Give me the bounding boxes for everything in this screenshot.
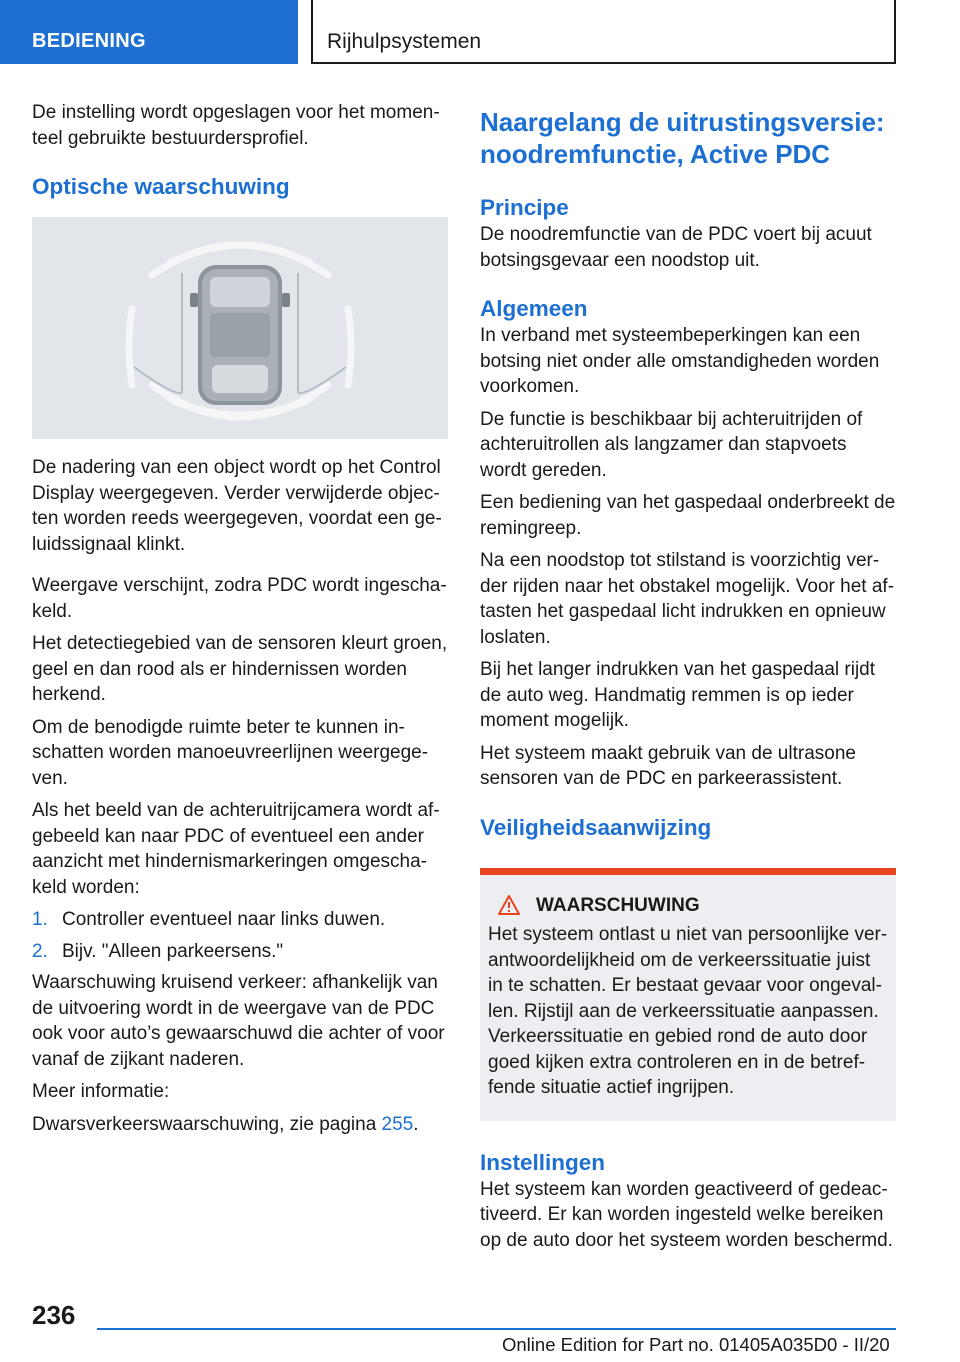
list-item [32, 939, 448, 965]
paragraph-5: Als het beeld van de achteruitrijcamera wordt afgebeeld kan naar PDC of eventueel een ander aanzicht met hindernismarkeringen omgeschakeld worden: [32, 800, 440, 898]
section-tab: BEDIENING [0, 0, 298, 64]
optical-warning-heading: Optische waarschuwing [32, 174, 290, 199]
algemeen-paragraph: In verband met systeembeperkingen kan een botsing niet onder alle omstandigheden worden voorkomen. [480, 325, 880, 397]
cross-ref-suffix: . [413, 1113, 419, 1135]
list-item [32, 907, 448, 933]
paragraph-6: Waarschuwing kruisend verkeer: afhankelijk van de uitvoering wordt in de weergave van de PDC ook voor auto’s gewaarschuwd die achter of voor vanaf de zijkant naderen. [32, 972, 445, 1070]
algemeen-paragraph: Een bediening van het gaspedaal onderbreekt de remingreep. [480, 492, 896, 539]
warning-title-text: WAARSCHUWING [536, 894, 700, 916]
list-number: 1. [32, 909, 48, 930]
edition-footer: Online Edition for Part no. 01405A035D0 - II/20 [502, 1334, 890, 1355]
warning-triangle-icon [498, 895, 520, 915]
warning-title [488, 893, 888, 919]
warning-text: Het systeem ontlast u niet van persoonlijke verantwoordelijkheid om de verkeerssituatie juist in te schatten. Er bestaat gevaar voor ongevallen. Rijstijl aan de verkeerssituatie aanpassen. Verkeerssituatie en gebied rond de auto door goed kijken extra controleren en in de betreffende situatie actief ingrijpen. [488, 924, 888, 1098]
list-text: Bijv. "Alleen parkeersens." [62, 940, 284, 962]
list-number: 2. [32, 940, 48, 962]
algemeen-paragraph: De functie is beschikbaar bij achteruitrijden of achteruitrollen als langzamer dan stapvoets wordt gereden. [480, 408, 863, 481]
warning-box [480, 868, 896, 1121]
intro-text: De instelling wordt opgeslagen voor het momenteel gebruikte bestuurdersprofiel. [32, 102, 440, 149]
list-text: Controller eventueel naar links duwen. [62, 909, 386, 930]
algemeen-paragraph: Het systeem maakt gebruik van de ultrasone sensoren van de PDC en parkeerassistent. [480, 742, 856, 789]
chapter-title: Rijhulpsystemen [311, 0, 896, 64]
pdc-display-illustration [32, 217, 448, 439]
algemeen-paragraph: Bij het langer indrukken van het gaspedaal rijdt de auto weg. Handmatig remmen is op ieder moment mogelijk. [480, 659, 876, 731]
paragraph-8 [32, 1112, 448, 1138]
page-number: 236 [32, 1300, 76, 1330]
left-column [32, 100, 448, 1144]
principe-text: De noodremfunctie van de PDC voert bij acuut botsingsgevaar een noodstop uit. [480, 224, 872, 271]
paragraph-7: Meer informatie: [32, 1081, 170, 1102]
settings-heading: Instellingen [480, 1149, 606, 1175]
settings-text: Het systeem kan worden geactiveerd of gedeactiveerd. Er kan worden ingesteld welke bereiken op de auto door het systeem worden beschermd. [480, 1178, 893, 1251]
paragraph-4: Om de benodigde ruimte beter te kunnen inschatten worden manoeuvreerlijnen weergegeven. [32, 716, 429, 789]
paragraph-3: Het detectiegebied van de sensoren kleurt groen, geel en dan rood als er hindernissen worden herkend. [32, 633, 448, 705]
right-column [480, 100, 896, 1260]
principe-heading: Principe [480, 195, 569, 220]
safety-heading: Veiligheidsaanwijzing [480, 814, 712, 840]
algemeen-heading: Algemeen [480, 296, 588, 321]
paragraph-2: Weergave verschijnt, zodra PDC wordt ingeschakeld. [32, 575, 447, 622]
cross-ref-text: Dwarsverkeerswaarschuwing, zie pagina [32, 1113, 382, 1135]
page-link[interactable]: 255 [381, 1113, 414, 1135]
algemeen-paragraph: Na een noodstop tot stilstand is voorzichtig verder rijden naar het obstakel mogelijk. Voor het aftasten het gaspedaal licht indrukken en opnieuw loslaten. [480, 550, 895, 648]
main-heading: Naargelang de uitrustingsversie: noodremfunctie, Active PDC [480, 107, 885, 169]
paragraph-1: De nadering van een object wordt op het Control Display weergegeven. Verder verwijderde objecten worden reeds weergegeven, voordat een geluidssignaal klinkt. [32, 457, 442, 555]
footer-divider [97, 1328, 896, 1330]
